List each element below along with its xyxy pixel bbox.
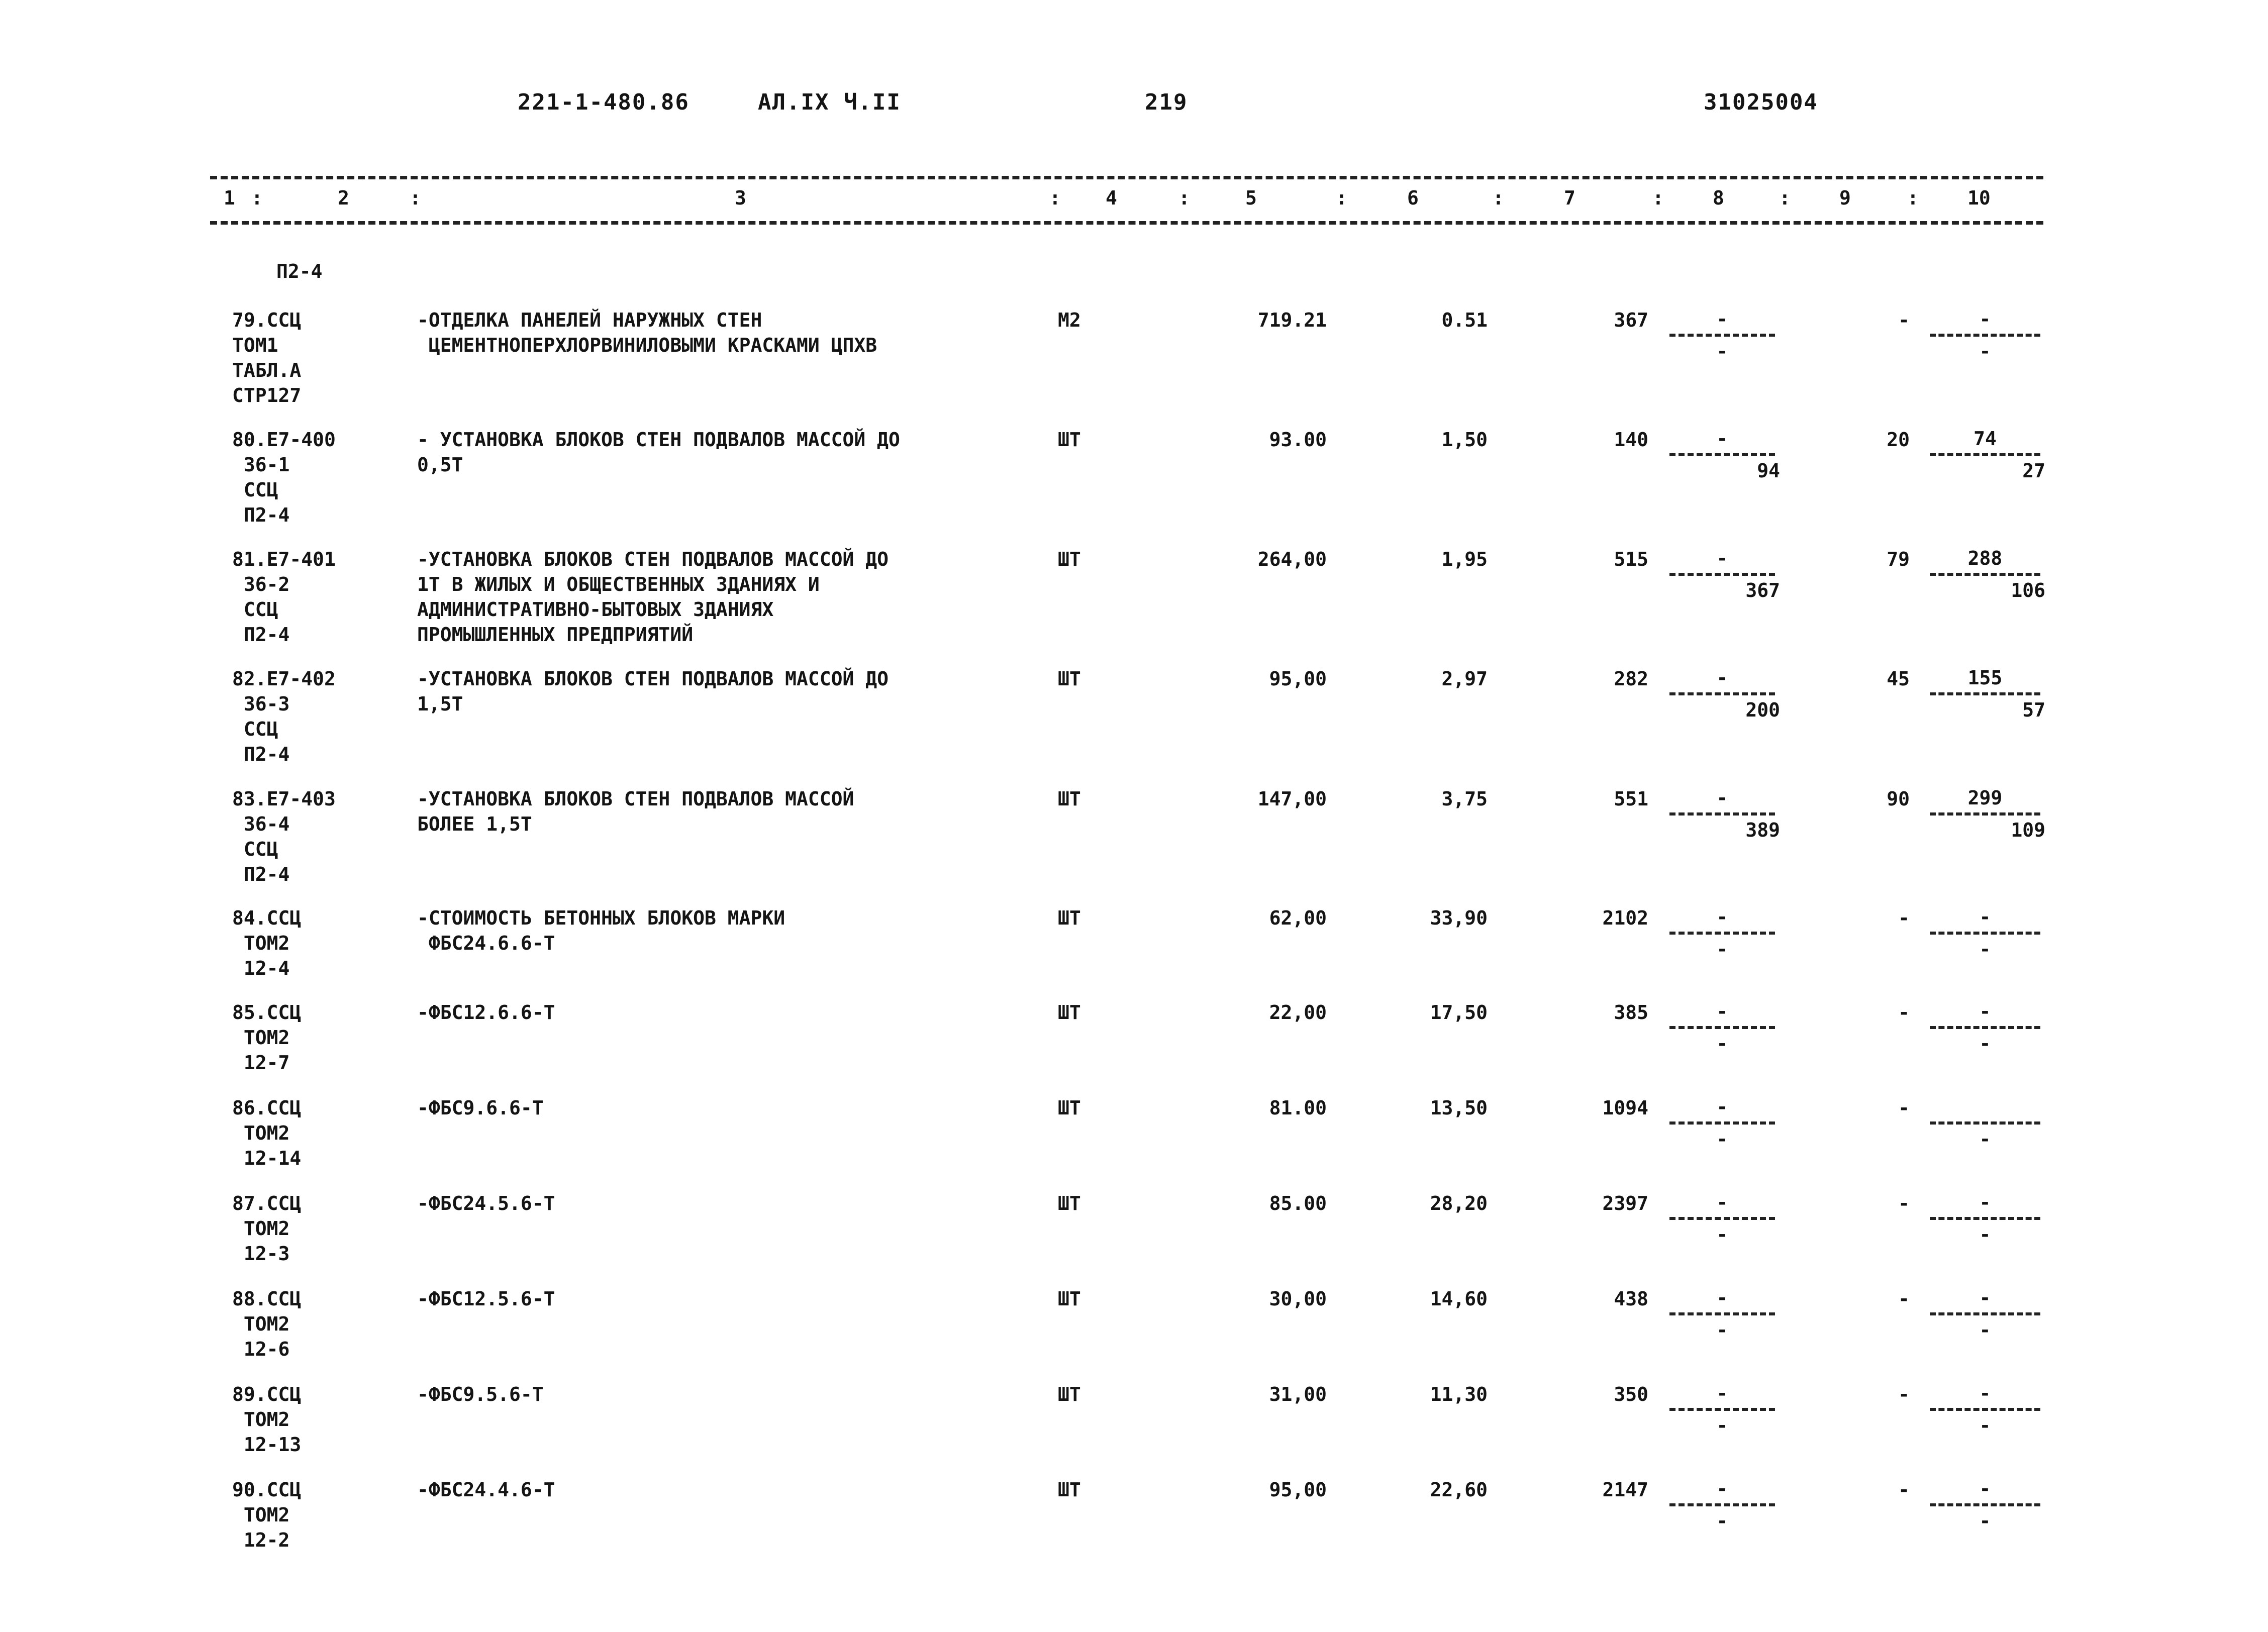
item-column-8-fraction — [1664, 1286, 1780, 1342]
item-quantity: 95,00 — [1269, 668, 1327, 690]
item-column-10-denominator: - — [1979, 1033, 1991, 1055]
item-unit-cost: 14,60 — [1430, 1288, 1488, 1310]
item-description: -ФБС12.6.6-Т — [417, 1001, 555, 1024]
item-column-8-numerator: - — [1716, 667, 1728, 689]
item-description: -СТОИМОСТЬ БЕТОННЫХ БЛОКОВ МАРКИ ФБС24.6.6-Т — [417, 907, 785, 954]
item-column-8-numerator: - — [1716, 428, 1728, 450]
fraction-bar — [1669, 334, 1775, 337]
item-code: 90.ССЦ ТОМ2 12-2 — [232, 1479, 302, 1551]
item-column-8-fraction — [1664, 1382, 1780, 1437]
fraction-bar — [1930, 932, 2040, 935]
column-separator: : — [1049, 187, 1061, 209]
item-column-8-denominator: - — [1716, 1414, 1728, 1437]
item-column-8-numerator: - — [1716, 547, 1728, 569]
fraction-bar — [1669, 573, 1775, 576]
fraction-bar — [1930, 692, 2040, 695]
item-column-8-denominator: - — [1716, 938, 1728, 960]
item-unit: ШТ — [1058, 1479, 1081, 1501]
item-unit: ШТ — [1058, 1192, 1081, 1214]
item-unit: ШТ — [1058, 668, 1081, 690]
item-quantity: 719.21 — [1257, 309, 1327, 331]
item-column-8-fraction — [1664, 905, 1780, 961]
item-unit: ШТ — [1058, 788, 1081, 810]
item-unit: ШТ — [1058, 907, 1081, 929]
column-separator: : — [1178, 187, 1190, 209]
item-code: 88.ССЦ ТОМ2 12-6 — [232, 1288, 302, 1360]
item-column-10-fraction — [1925, 666, 2045, 722]
fraction-bar — [1669, 932, 1775, 935]
item-column-8-fraction — [1664, 1000, 1780, 1055]
item-column-10-numerator: - — [1979, 906, 1991, 928]
fraction-bar — [1669, 812, 1775, 815]
item-column-8-fraction — [1664, 1095, 1780, 1151]
item-column-8-denominator: 367 — [1745, 579, 1780, 601]
header-rule-bottom — [210, 221, 2043, 225]
item-unit-cost: 11,30 — [1430, 1383, 1488, 1405]
item-column-8-numerator: - — [1716, 1478, 1728, 1500]
column-separator: : — [251, 187, 263, 209]
column-separator: : — [1493, 187, 1504, 209]
item-column-10-numerator: - — [1979, 1478, 1991, 1500]
item-column-8-fraction — [1664, 1191, 1780, 1246]
column-separator: : — [1336, 187, 1347, 209]
item-code: 81.Е7-401 36-2 ССЦ П2-4 — [232, 548, 336, 646]
item-quantity: 93.00 — [1269, 429, 1327, 451]
item-column-10-numerator: - — [1979, 1287, 1991, 1309]
item-column-8-denominator: - — [1716, 1033, 1728, 1055]
item-column-8-numerator: - — [1716, 1000, 1728, 1023]
item-column-10-denominator: - — [1979, 1128, 1991, 1150]
item-code: 89.ССЦ ТОМ2 12-13 — [232, 1383, 302, 1456]
item-unit-cost: 17,50 — [1430, 1001, 1488, 1024]
fraction-bar — [1930, 573, 2040, 576]
item-column-10-fraction — [1925, 427, 2045, 482]
item-total-cost: 2102 — [1602, 907, 1648, 929]
item-unit: ШТ — [1058, 1001, 1081, 1024]
item-column-8-numerator: - — [1716, 1287, 1728, 1309]
item-column-8-numerator: - — [1716, 308, 1728, 330]
item-quantity: 62,00 — [1269, 907, 1327, 929]
item-column-10-denominator: 27 — [2022, 460, 2045, 482]
item-column-8-fraction — [1664, 427, 1780, 482]
item-column-10-denominator: - — [1979, 340, 1991, 362]
fraction-bar — [1930, 1408, 2040, 1411]
item-column-9: 20 — [1887, 429, 1910, 451]
fraction-bar — [1930, 1121, 2040, 1125]
item-unit: ШТ — [1058, 548, 1081, 570]
fraction-bar — [1669, 453, 1775, 456]
item-column-10-denominator: 109 — [2011, 819, 2045, 841]
column-separator: : — [1907, 187, 1919, 209]
item-description: -ФБС9.6.6-Т — [417, 1097, 544, 1119]
item-quantity: 31,00 — [1269, 1383, 1327, 1405]
item-total-cost: 140 — [1614, 429, 1648, 451]
item-column-10-denominator: 106 — [2011, 579, 2045, 601]
document-code: 221-1-480.86 — [518, 89, 689, 115]
fraction-bar — [1930, 1217, 2040, 1220]
fraction-bar — [1930, 334, 2040, 337]
page-number: 219 — [1145, 89, 1188, 115]
item-column-10-numerator: - — [1979, 1382, 1991, 1404]
item-column-10-fraction — [1925, 547, 2045, 602]
item-column-9: - — [1898, 1001, 1910, 1024]
column-number: 7 — [1564, 187, 1575, 209]
item-quantity: 85.00 — [1269, 1192, 1327, 1214]
fraction-bar — [1669, 1408, 1775, 1411]
column-separator: : — [1779, 187, 1791, 209]
item-column-10-fraction — [1925, 308, 2045, 363]
item-column-9: 79 — [1887, 548, 1910, 570]
item-description: -ОТДЕЛКА ПАНЕЛЕЙ НАРУЖНЫХ СТЕН ЦЕМЕНТНОПЕРХЛОРВИНИЛОВЫМИ КРАСКАМИ ЦПХВ — [417, 309, 877, 356]
item-total-cost: 551 — [1614, 788, 1648, 810]
fraction-bar — [1669, 692, 1775, 695]
item-unit-cost: 33,90 — [1430, 907, 1488, 929]
item-column-10-fraction — [1925, 1095, 2045, 1151]
item-unit: ШТ — [1058, 1097, 1081, 1119]
fraction-bar — [1669, 1503, 1775, 1506]
item-description: -ФБС24.4.6-Т — [417, 1479, 555, 1501]
item-column-9: - — [1898, 1192, 1910, 1214]
column-number: 3 — [735, 187, 746, 209]
fraction-bar — [1669, 1121, 1775, 1125]
item-quantity: 30,00 — [1269, 1288, 1327, 1310]
item-column-8-denominator: - — [1716, 1128, 1728, 1150]
item-column-8-numerator: - — [1716, 1191, 1728, 1213]
header-rule-top — [210, 176, 2043, 179]
item-unit-cost: 3,75 — [1441, 788, 1488, 810]
fraction-bar — [1930, 1026, 2040, 1029]
item-column-10-numerator: - — [1979, 1000, 1991, 1023]
carry-over-code: П2-4 — [276, 260, 323, 282]
item-description: -УСТАНОВКА БЛОКОВ СТЕН ПОДВАЛОВ МАССОЙ ДО 1,5Т — [417, 668, 889, 715]
item-total-cost: 385 — [1614, 1001, 1648, 1024]
item-column-8-denominator: 389 — [1745, 819, 1780, 841]
item-column-10-fraction — [1925, 786, 2045, 842]
item-unit-cost: 13,50 — [1430, 1097, 1488, 1119]
item-description: - УСТАНОВКА БЛОКОВ СТЕН ПОДВАЛОВ МАССОЙ ДО 0,5Т — [417, 429, 900, 476]
item-column-8-fraction — [1664, 547, 1780, 602]
item-column-9: 45 — [1887, 668, 1910, 690]
item-total-cost: 1094 — [1602, 1097, 1648, 1119]
item-column-9: - — [1898, 309, 1910, 331]
item-column-9: - — [1898, 1097, 1910, 1119]
item-column-10-denominator: - — [1979, 1414, 1991, 1437]
item-column-10-fraction — [1925, 1000, 2045, 1055]
item-description: -ФБС24.5.6-Т — [417, 1192, 555, 1214]
item-unit: ШТ — [1058, 1383, 1081, 1405]
album-reference: АЛ.IX Ч.II — [758, 89, 901, 115]
item-quantity: 95,00 — [1269, 1479, 1327, 1501]
item-unit-cost: 1,95 — [1441, 548, 1488, 570]
item-description: -УСТАНОВКА БЛОКОВ СТЕН ПОДВАЛОВ МАССОЙ БОЛЕЕ 1,5Т — [417, 788, 854, 835]
item-column-10-numerator: - — [1979, 1191, 1991, 1213]
item-code: 87.ССЦ ТОМ2 12-3 — [232, 1192, 302, 1265]
item-unit: ШТ — [1058, 1288, 1081, 1310]
item-total-cost: 282 — [1614, 668, 1648, 690]
item-column-10-numerator: - — [1979, 308, 1991, 330]
item-code: 80.Е7-400 36-1 ССЦ П2-4 — [232, 429, 336, 526]
item-quantity: 147,00 — [1257, 788, 1327, 810]
item-column-8-fraction — [1664, 786, 1780, 842]
item-unit-cost: 22,60 — [1430, 1479, 1488, 1501]
item-quantity: 264,00 — [1257, 548, 1327, 570]
item-column-8-numerator: - — [1716, 787, 1728, 809]
fraction-bar — [1930, 453, 2040, 456]
item-column-10-numerator: 288 — [1967, 547, 2003, 569]
item-column-8-denominator: 200 — [1745, 699, 1780, 721]
item-code: 82.Е7-402 36-3 ССЦ П2-4 — [232, 668, 336, 765]
item-column-8-denominator: - — [1716, 1319, 1728, 1341]
item-unit-cost: 28,20 — [1430, 1192, 1488, 1214]
item-total-cost: 350 — [1614, 1383, 1648, 1405]
column-separator: : — [410, 187, 421, 209]
item-unit: М2 — [1058, 309, 1081, 331]
item-code: 86.ССЦ ТОМ2 12-14 — [232, 1097, 302, 1169]
item-column-10-fraction — [1925, 1286, 2045, 1342]
item-column-10-numerator: 299 — [1967, 787, 2003, 809]
item-column-8-numerator: - — [1716, 906, 1728, 928]
column-number: 4 — [1106, 187, 1117, 209]
item-column-8-fraction — [1664, 1477, 1780, 1533]
fraction-bar — [1930, 1312, 2040, 1315]
item-column-8-denominator: - — [1716, 1510, 1728, 1532]
item-column-9: - — [1898, 907, 1910, 929]
item-column-10-fraction — [1925, 1382, 2045, 1437]
column-separator: : — [1652, 187, 1664, 209]
fraction-bar — [1669, 1026, 1775, 1029]
item-column-9: - — [1898, 1383, 1910, 1405]
item-column-8-numerator: - — [1716, 1382, 1728, 1404]
item-column-10-numerator — [1925, 1095, 2045, 1118]
item-total-cost: 438 — [1614, 1288, 1648, 1310]
item-column-10-numerator: 74 — [1974, 428, 1997, 450]
item-description: -ФБС9.5.6-Т — [417, 1383, 544, 1405]
item-code: 79.ССЦ ТОМ1 ТАБЛ.А СТР127 — [232, 309, 302, 406]
item-unit-cost: 0.51 — [1441, 309, 1488, 331]
item-column-10-fraction — [1925, 905, 2045, 961]
item-column-9: - — [1898, 1288, 1910, 1310]
item-column-8-denominator: - — [1716, 340, 1728, 362]
item-column-10-numerator: 155 — [1967, 667, 2003, 689]
item-total-cost: 515 — [1614, 548, 1648, 570]
column-number: 6 — [1407, 187, 1419, 209]
item-column-10-fraction — [1925, 1191, 2045, 1246]
item-description: -УСТАНОВКА БЛОКОВ СТЕН ПОДВАЛОВ МАССОЙ ДО 1Т В ЖИЛЫХ И ОБЩЕСТВЕННЫХ ЗДАНИЯХ И АДМИНИСТРАТИВНО-БЫТОВЫХ ЗДАНИЯХ ПРОМЫШЛЕННЫХ ПРЕДПРИЯТИЙ — [417, 548, 889, 646]
item-code: 84.ССЦ ТОМ2 12-4 — [232, 907, 302, 979]
item-column-8-denominator: 94 — [1757, 460, 1780, 482]
column-number: 2 — [338, 187, 349, 209]
item-column-8-fraction — [1664, 666, 1780, 722]
fraction-bar — [1669, 1217, 1775, 1220]
item-unit: ШТ — [1058, 429, 1081, 451]
item-description: -ФБС12.5.6-Т — [417, 1288, 555, 1310]
item-quantity: 22,00 — [1269, 1001, 1327, 1024]
item-unit-cost: 1,50 — [1441, 429, 1488, 451]
column-number: 5 — [1245, 187, 1257, 209]
fraction-bar — [1930, 1503, 2040, 1506]
column-number: 10 — [1967, 187, 1991, 209]
item-column-8-denominator: - — [1716, 1223, 1728, 1246]
item-unit-cost: 2,97 — [1441, 668, 1488, 690]
item-column-10-denominator: - — [1979, 938, 1991, 960]
item-column-10-fraction — [1925, 1477, 2045, 1533]
document-ident: 31025004 — [1704, 89, 1818, 115]
item-code: 83.Е7-403 36-4 ССЦ П2-4 — [232, 788, 336, 885]
item-column-10-denominator: - — [1979, 1510, 1991, 1532]
item-column-10-denominator: - — [1979, 1223, 1991, 1246]
fraction-bar — [1669, 1312, 1775, 1315]
item-column-9: 90 — [1887, 788, 1910, 810]
column-number: 9 — [1839, 187, 1851, 209]
column-number: 1 — [224, 187, 235, 209]
item-column-9: - — [1898, 1479, 1910, 1501]
item-total-cost: 367 — [1614, 309, 1648, 331]
item-column-10-denominator: 57 — [2022, 699, 2045, 721]
item-quantity: 81.00 — [1269, 1097, 1327, 1119]
item-code: 85.ССЦ ТОМ2 12-7 — [232, 1001, 302, 1074]
item-total-cost: 2397 — [1602, 1192, 1648, 1214]
item-column-8-fraction — [1664, 308, 1780, 363]
item-column-8-numerator: - — [1716, 1096, 1728, 1118]
column-number: 8 — [1713, 187, 1724, 209]
fraction-bar — [1930, 812, 2040, 815]
item-column-10-denominator: - — [1979, 1319, 1991, 1341]
item-total-cost: 2147 — [1602, 1479, 1648, 1501]
